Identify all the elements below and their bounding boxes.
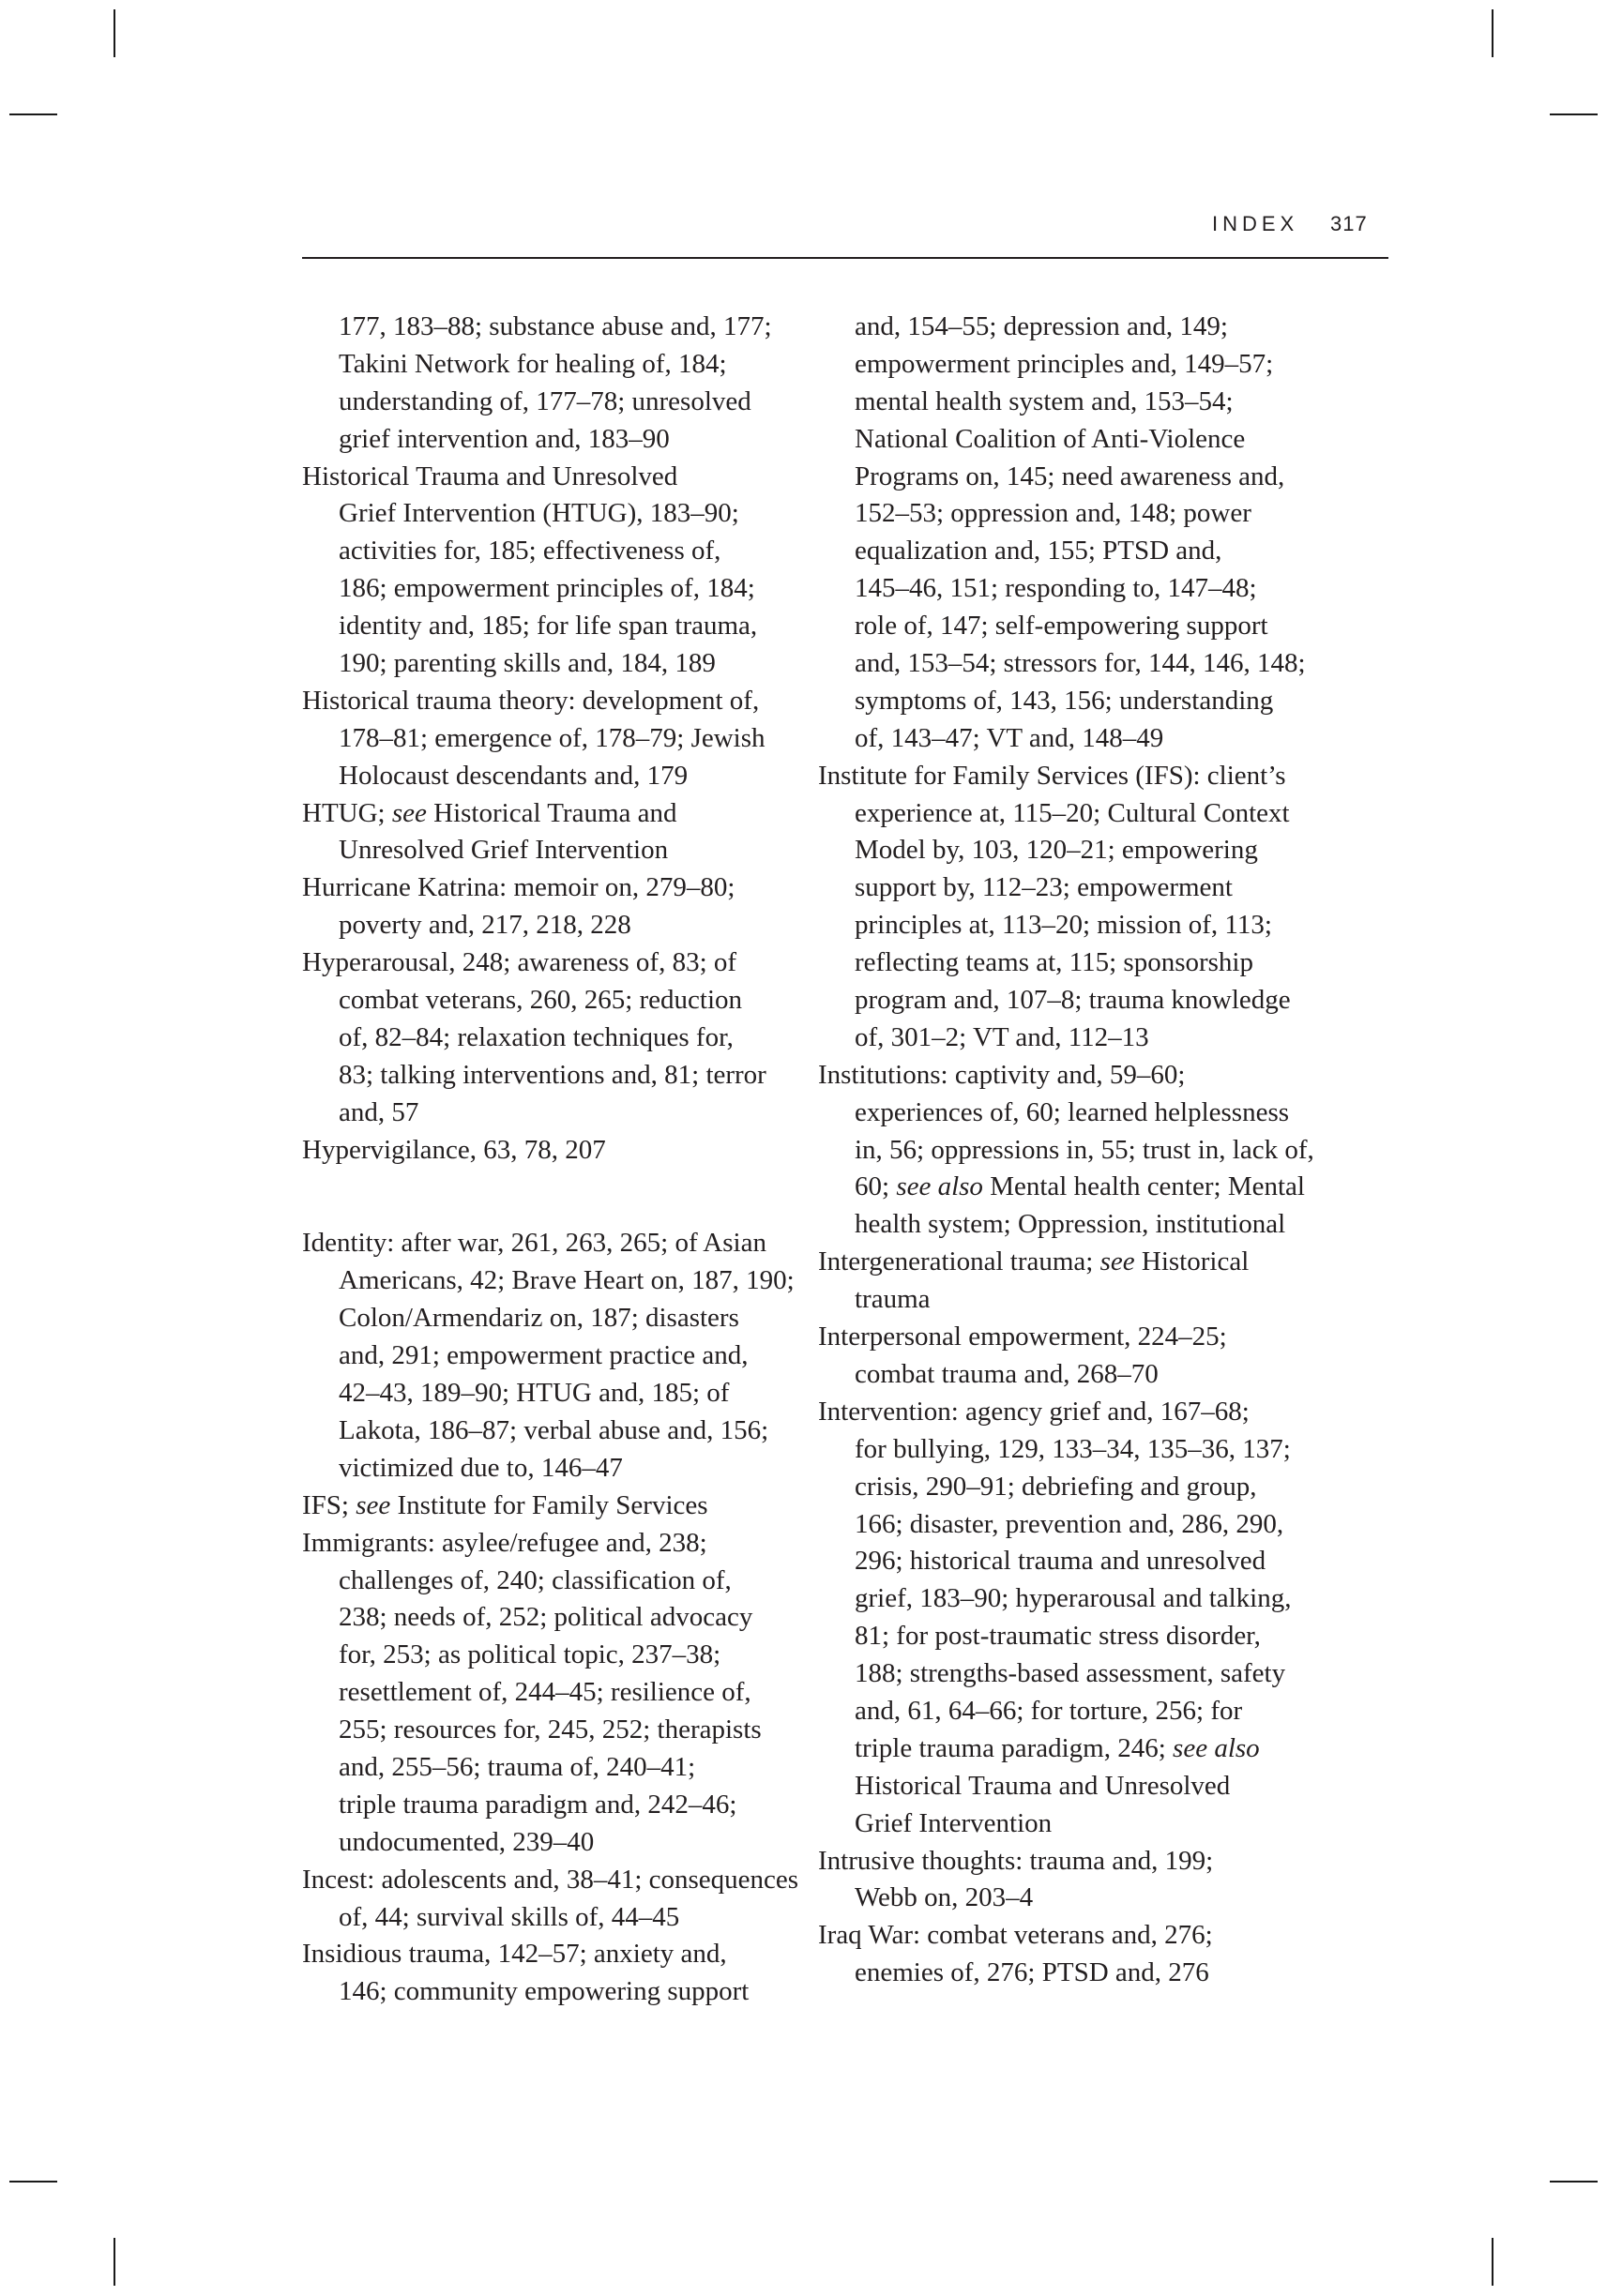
index-entry-intergenerational-trauma [818, 1244, 1325, 1319]
index-subentry-line: 166; disaster, prevention and, 286, 290, [855, 1508, 1284, 1539]
index-subentry-line: Lakota, 186–87; verbal abuse and, 156; [339, 1414, 769, 1445]
index-subentry-line: symptoms of, 143, 156; understanding [855, 685, 1274, 716]
line-text: triple trauma paradigm, 246; [855, 1732, 1174, 1763]
index-subentry-line: Grief Intervention (HTUG), 183–90; [339, 498, 739, 529]
index-subentry-line [818, 1730, 1325, 1768]
crop-mark-top-right-vertical [1492, 9, 1493, 57]
cross-reference-label: see also [1173, 1732, 1260, 1763]
index-subentry-line: National Coalition of Anti-Violence [855, 423, 1246, 454]
index-heading-line: Intrusive thoughts: trauma and, 199; [818, 1845, 1214, 1876]
index-subentry-line: 42–43, 189–90; HTUG and, 185; of [339, 1378, 730, 1409]
index-heading-line: Immigrants: asylee/refugee and, 238; [302, 1527, 707, 1558]
running-head [1201, 212, 1388, 244]
index-entry-insidious-trauma-cont [818, 309, 1325, 758]
index-entry-htug-main [302, 459, 809, 683]
index-subentry-line: Takini Network for healing of, 184; [339, 348, 727, 379]
index-heading-line: Identity: after war, 261, 263, 265; of Asian [302, 1228, 766, 1259]
index-subentry-line: 81; for post-traumatic stress disorder, [855, 1621, 1261, 1652]
index-subentry-line: principles at, 113–20; mission of, 113; [855, 910, 1272, 941]
index-subentry-line: 296; historical trauma and unresolved [855, 1546, 1266, 1577]
index-entry-intervention [818, 1394, 1325, 1843]
index-subentry-line: role of, 147; self-empowering support [855, 611, 1268, 642]
index-heading-line: Hypervigilance, 63, 78, 207 [302, 1134, 606, 1165]
index-entry-institutions [818, 1057, 1325, 1244]
index-subentry-line: Grief Intervention [855, 1807, 1053, 1838]
index-entry-ifs-see [302, 1488, 809, 1525]
index-subentry-line: 178–81; emergence of, 178–79; Jewish [339, 722, 766, 753]
index-subentry-line [818, 1169, 1325, 1206]
index-heading-line: Historical trauma theory: development of, [302, 685, 760, 716]
index-subentry-line: Holocaust descendants and, 179 [339, 760, 689, 791]
cross-reference-target: Historical [1134, 1246, 1250, 1277]
index-subentry-line: grief, 183–90; hyperarousal and talking, [855, 1583, 1292, 1614]
index-heading-line [302, 795, 809, 833]
crop-mark-top-left-vertical [114, 9, 115, 57]
index-heading-line: Hyperarousal, 248; awareness of, 83; of [302, 947, 737, 978]
index-subentry-line: 145–46, 151; responding to, 147–48; [855, 573, 1257, 604]
index-subentry-line: Historical Trauma and Unresolved [855, 1770, 1231, 1801]
index-subentry-line: support by, 112–23; empowerment [855, 872, 1233, 903]
index-heading-line: Institute for Family Services (IFS): client’s [818, 760, 1286, 791]
index-subentry-line: Colon/Armendariz on, 187; disasters [339, 1303, 739, 1334]
line-text: Intergenerational trauma; [818, 1246, 1100, 1277]
index-heading-line [818, 1244, 1325, 1281]
index-subentry-line: grief intervention and, 183–90 [339, 423, 670, 454]
index-subentry-line: Model by, 103, 120–21; empowering [855, 835, 1258, 866]
index-entry-intrusive-thoughts [818, 1843, 1325, 1918]
index-entry-institute-family-services [818, 758, 1325, 1057]
index-heading-line: Hurricane Katrina: memoir on, 279–80; [302, 872, 735, 903]
index-subentry-line: poverty and, 217, 218, 228 [339, 910, 631, 941]
index-subentry-line: triple trauma paradigm and, 242–46; [339, 1789, 737, 1820]
index-subentry-line: equalization and, 155; PTSD and, [855, 536, 1222, 566]
index-subentry-line: 152–53; oppression and, 148; power [855, 498, 1251, 529]
index-subentry-line: 83; talking interventions and, 81; terror [339, 1059, 766, 1090]
cross-reference-label: see also [896, 1171, 983, 1202]
index-column-left [302, 309, 809, 2011]
crop-mark-bottom-right-horizontal [1550, 2181, 1598, 2183]
index-subentry-line: Americans, 42; Brave Heart on, 187, 190; [339, 1265, 795, 1296]
index-subentry-line: 146; community empowering support [339, 1976, 750, 2007]
cross-reference-target: Institute for Family Services [390, 1489, 708, 1520]
index-subentry-line: of, 44; survival skills of, 44–45 [339, 1901, 680, 1932]
index-subentry-line: of, 301–2; VT and, 112–13 [855, 1021, 1149, 1052]
index-subentry-line: undocumented, 239–40 [339, 1826, 595, 1857]
crop-mark-bottom-right-vertical [1492, 2238, 1493, 2286]
cross-reference-target: Mental health center; Mental [982, 1171, 1305, 1202]
index-heading-line: Interpersonal empowerment, 224–25; [818, 1322, 1227, 1352]
index-subentry-line: understanding of, 177–78; unresolved [339, 385, 751, 416]
index-heading-line: Intervention: agency grief and, 167–68; [818, 1396, 1250, 1427]
index-heading-line: Insidious trauma, 142–57; anxiety and, [302, 1939, 727, 1970]
index-subentry-line: and, 57 [339, 1096, 419, 1127]
page-number: 317 [1330, 212, 1368, 235]
index-subentry-line: combat trauma and, 268–70 [855, 1358, 1159, 1389]
index-entry-htug-see [302, 795, 809, 870]
index-subentry-line: and, 153–54; stressors for, 144, 146, 148; [855, 648, 1306, 679]
index-subentry-line: program and, 107–8; trauma knowledge [855, 985, 1291, 1016]
line-text: IFS; [302, 1489, 356, 1520]
index-subentry-line: and, 61, 64–66; for torture, 256; for [855, 1695, 1243, 1726]
index-entry-insidious-trauma [302, 1936, 809, 2011]
index-subentry-line: reflecting teams at, 115; sponsorship [855, 947, 1253, 978]
index-subentry-line: and, 291; empowerment practice and, [339, 1340, 749, 1371]
index-subentry-line: for bullying, 129, 133–34, 135–36, 137; [855, 1433, 1291, 1464]
index-heading-line: Institutions: captivity and, 59–60; [818, 1059, 1186, 1090]
index-heading-line: Iraq War: combat veterans and, 276; [818, 1920, 1213, 1951]
index-subentry-line: identity and, 185; for life span trauma, [339, 611, 758, 642]
index-subentry-line: victimized due to, 146–47 [339, 1452, 623, 1483]
index-column-right [818, 309, 1325, 1992]
cross-reference-target: Historical Trauma and [426, 797, 677, 828]
index-subentry-line: experiences of, 60; learned helplessness [855, 1096, 1290, 1127]
index-subentry-line: resettlement of, 244–45; resilience of, [339, 1677, 751, 1708]
index-subentry-line: empowerment principles and, 149–57; [855, 348, 1274, 379]
index-subentry-line: and, 255–56; trauma of, 240–41; [339, 1751, 696, 1782]
index-subentry-line: experience at, 115–20; Cultural Context [855, 797, 1290, 828]
index-subentry-line: 238; needs of, 252; political advocacy [339, 1602, 753, 1633]
index-subentry-line: challenges of, 240; classification of, [339, 1564, 732, 1595]
cross-reference-label: see [1099, 1246, 1135, 1277]
index-heading-line: Historical Trauma and Unresolved [302, 461, 678, 491]
index-entry-hurricane-katrina [302, 869, 809, 944]
index-subentry-line: enemies of, 276; PTSD and, 276 [855, 1957, 1209, 1988]
index-entry-historical-trauma-cont [302, 309, 809, 459]
letter-section-gap [302, 1169, 809, 1225]
crop-mark-top-right-horizontal [1550, 113, 1598, 115]
index-subentry-line: Programs on, 145; need awareness and, [855, 461, 1285, 491]
index-subentry-line: Unresolved Grief Intervention [339, 835, 669, 866]
index-subentry-line: in, 56; oppressions in, 55; trust in, lack of, [855, 1134, 1314, 1165]
index-entry-interpersonal-empowerment [818, 1319, 1325, 1394]
index-entry-iraq-war [818, 1917, 1325, 1992]
index-subentry-line: of, 82–84; relaxation techniques for, [339, 1021, 734, 1052]
crop-mark-top-left-horizontal [9, 113, 57, 115]
line-text: 60; [855, 1171, 897, 1202]
index-entry-identity [302, 1225, 809, 1487]
index-heading-line: Incest: adolescents and, 38–41; consequences [302, 1864, 799, 1895]
index-entry-immigrants [302, 1525, 809, 1862]
cross-reference-label: see [391, 797, 427, 828]
index-subentry-line: of, 143–47; VT and, 148–49 [855, 722, 1164, 753]
index-subentry-line: for, 253; as political topic, 237–38; [339, 1639, 721, 1670]
index-subentry-line: crisis, 290–91; debriefing and group, [855, 1471, 1257, 1502]
crop-mark-bottom-left-horizontal [9, 2181, 57, 2183]
index-subentry-line: 186; empowerment principles of, 184; [339, 573, 755, 604]
index-subentry-line: trauma [855, 1284, 931, 1315]
index-entry-hypervigilance [302, 1132, 809, 1170]
index-subentry-line: 188; strengths-based assessment, safety [855, 1658, 1286, 1689]
crop-mark-bottom-left-vertical [114, 2238, 115, 2286]
index-entry-hyperarousal [302, 944, 809, 1131]
index-subentry-line: Webb on, 203–4 [855, 1882, 1034, 1913]
cross-reference-label: see [356, 1489, 391, 1520]
line-text: HTUG; [302, 797, 392, 828]
index-subentry-line: combat veterans, 260, 265; reduction [339, 985, 743, 1016]
index-subentry-line: health system; Oppression, institutional [855, 1209, 1286, 1240]
index-subentry-line: activities for, 185; effectiveness of, [339, 536, 721, 566]
header-rule [302, 257, 1388, 259]
index-subentry-line: and, 154–55; depression and, 149; [855, 311, 1228, 341]
index-heading-line [302, 1488, 809, 1525]
index-subentry-line: 190; parenting skills and, 184, 189 [339, 648, 716, 679]
index-subentry-line: mental health system and, 153–54; [855, 385, 1234, 416]
index-entry-incest [302, 1862, 809, 1937]
index-entry-historical-trauma-theory [302, 683, 809, 795]
running-head-title: INDEX [1212, 212, 1299, 235]
index-subentry-line: 177, 183–88; substance abuse and, 177; [339, 311, 772, 341]
index-subentry-line: 255; resources for, 245, 252; therapists [339, 1714, 762, 1745]
